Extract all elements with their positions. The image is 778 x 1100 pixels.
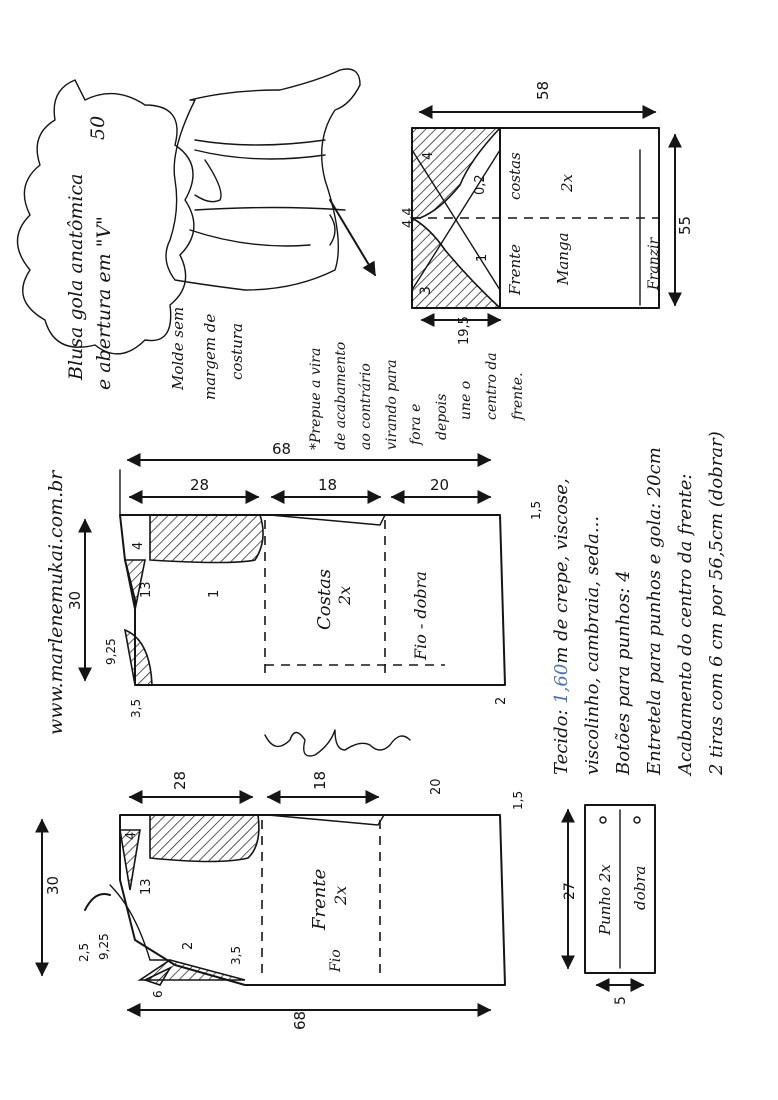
materials-line-3: Botões para punhos: 4 — [613, 570, 634, 775]
fold-note-line-4: virando para — [384, 359, 400, 450]
front-label: Frente — [309, 868, 330, 930]
materials-line-4: Entretela para punhos e gola: 20cm — [644, 447, 665, 775]
sleeve-label-franzir: Franzir — [646, 237, 662, 290]
fold-note-line-6: depois — [434, 393, 450, 440]
back-dim-30: 30 — [66, 590, 84, 610]
back-dim-35: 3,5 — [129, 698, 143, 718]
front-dim-20: 20 — [429, 778, 444, 795]
back-dim-18: 18 — [318, 476, 338, 494]
back-dim-20: 20 — [430, 476, 450, 494]
back-dim-13: 13 — [139, 581, 154, 598]
sleeve-dim-top: 58 — [534, 80, 552, 100]
no-seam-note — [169, 307, 246, 400]
fold-note-line-5: fora e — [408, 403, 424, 445]
sleeve-dim-195: 19,5 — [457, 316, 472, 345]
sleeve-label-frente: Frente — [506, 243, 524, 295]
cuff-label: Punho 2x — [596, 864, 614, 935]
materials-block — [551, 431, 727, 777]
back-dim-length: 68 — [272, 440, 292, 458]
sleeve-dim-3: 3 — [418, 286, 434, 295]
front-dim-28: 28 — [171, 770, 189, 790]
sleeve-dim-02: 0,2 — [473, 174, 488, 195]
sleeve-pattern — [401, 81, 694, 345]
sleeve-label-2x: 2x — [558, 173, 576, 192]
front-fold-label: Fio — [328, 949, 344, 972]
materials-line-5: Acabamento do centro da frente: — [675, 473, 696, 775]
blouse-sketch — [166, 69, 375, 290]
fold-note-line-8: centro da — [484, 352, 500, 420]
cuff-dim-27: 27 — [562, 882, 578, 900]
website-url: www.marlenemukai.com.br — [45, 470, 67, 735]
sleeve-dim-44: 4,4 — [401, 207, 416, 228]
back-dim-28: 28 — [190, 476, 210, 494]
back-dim-15: 1,5 — [529, 500, 543, 520]
front-dim-15: 1,5 — [511, 790, 525, 810]
cuff-dim-5: 5 — [613, 996, 629, 1005]
front-dim-30: 30 — [44, 875, 62, 895]
cuff-fold-label: dobra — [631, 865, 649, 910]
back-fold-label: Fio - dobra — [411, 571, 430, 660]
no-seam-line-3: costura — [228, 323, 246, 380]
back-dim-925: 9,25 — [104, 638, 118, 665]
back-dim-4: 4 — [131, 541, 146, 550]
cuff-pattern — [562, 805, 655, 1005]
title-size: 50 — [87, 115, 109, 140]
back-pattern — [66, 440, 543, 718]
materials-line-1: Tecido: 1,60m de crepe, viscose, — [551, 478, 572, 775]
sleeve-dim-1: 1 — [475, 253, 490, 262]
front-dim-925: 9,25 — [97, 933, 111, 960]
fold-note-line-1: *Prepue a vira — [308, 347, 324, 450]
back-dim-2: 2 — [494, 696, 509, 705]
materials-line-2: viscolinho, cambraia, seda... — [582, 515, 603, 775]
signature — [265, 730, 410, 756]
front-dim-25: 2,5 — [77, 942, 91, 962]
no-seam-line-2: margem de — [201, 313, 219, 400]
front-dim-35: 3,5 — [229, 945, 243, 965]
sleeve-label-costas: costas — [506, 152, 524, 200]
front-dim-2: 2 — [181, 941, 196, 950]
front-dim-length: 68 — [291, 1010, 309, 1030]
fold-note-line-3: ao contrário — [358, 363, 374, 450]
back-label-2x: 2x — [335, 585, 354, 605]
no-seam-line-1: Molde sem — [169, 306, 187, 390]
sleeve-dim-bottom: 55 — [676, 215, 694, 235]
front-dim-18: 18 — [311, 770, 329, 790]
title-line-1: Blusa gola anatômica — [65, 173, 87, 380]
fold-note-line-9: frente. — [510, 372, 526, 420]
fold-note-line-2: de acabamento — [333, 341, 349, 450]
fold-note-line-7: une o — [458, 380, 474, 420]
front-label-2x: 2x — [331, 885, 350, 905]
front-dim-13: 13 — [139, 878, 154, 895]
title-line-2: e abertura em "V" — [93, 216, 115, 390]
materials-line-6: 2 tiras com 6 cm por 56,5cm (dobrar) — [706, 431, 727, 775]
front-dim-6: 6 — [151, 990, 165, 998]
fold-note — [308, 342, 526, 450]
title-cloud — [18, 80, 194, 390]
sleeve-dim-4: 4 — [421, 151, 436, 160]
front-pattern — [42, 771, 525, 1030]
back-label: Costas — [314, 568, 335, 630]
front-dim-4: 4 — [124, 831, 139, 840]
back-dim-1: 1 — [207, 589, 222, 598]
sleeve-label-manga: Manga — [554, 232, 572, 285]
